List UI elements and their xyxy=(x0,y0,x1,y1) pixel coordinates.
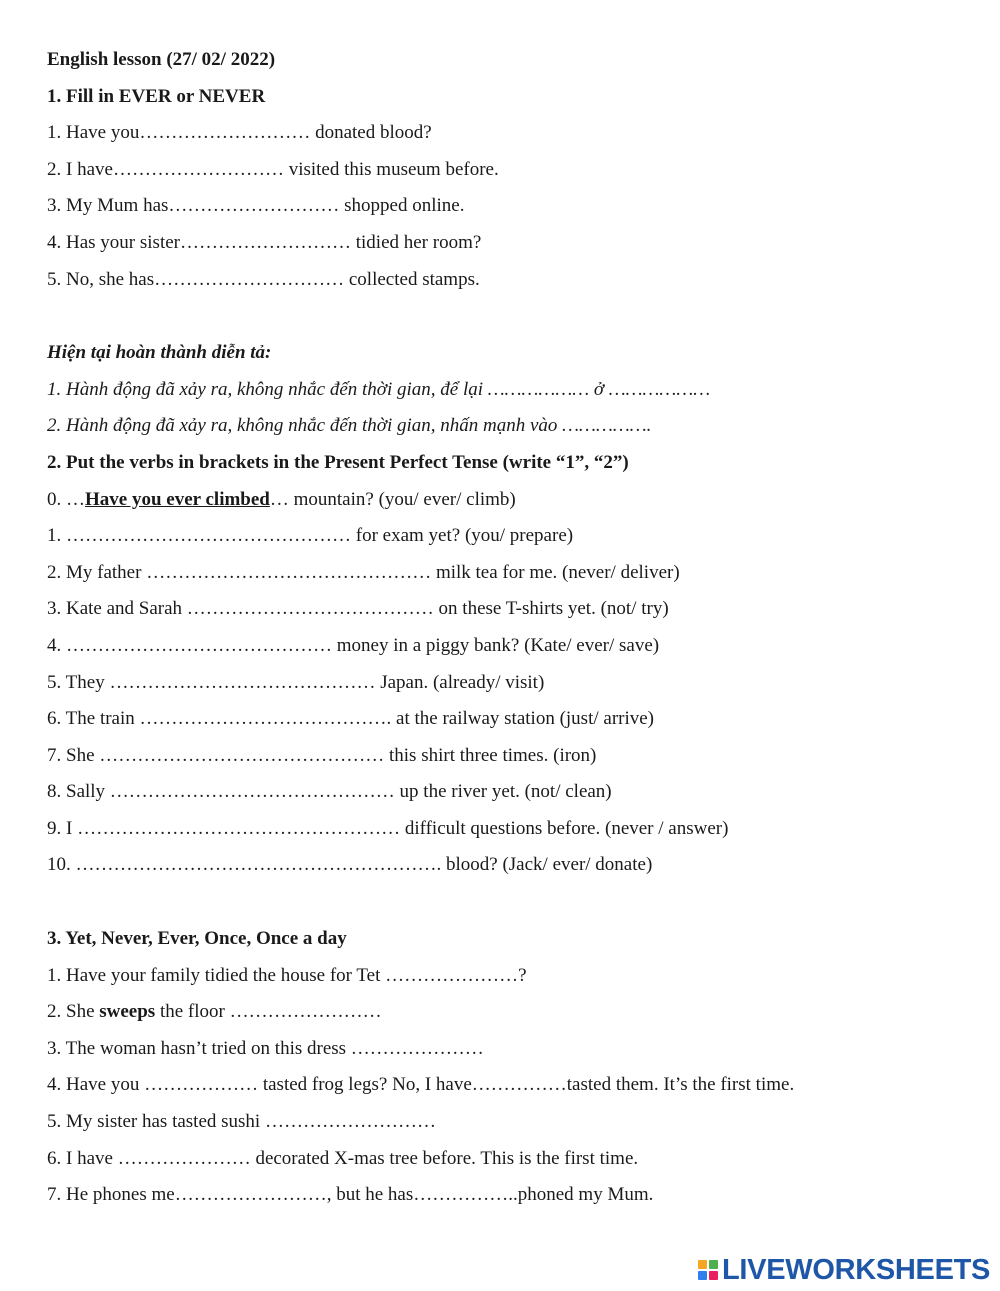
section3-heading: 3. Yet, Never, Ever, Once, Once a day xyxy=(47,928,347,950)
item-text: the floor …………………… xyxy=(155,1001,382,1023)
section2-item: 10. …………………………………………………. blood? (Jack/ ever/ donate) xyxy=(47,854,653,876)
section3-item: 6. I have ………………… decorated X-mas tree before. This is the first time. xyxy=(47,1147,639,1169)
section2-item: 2. My father ……………………………………… milk tea for me. (never/ deliver) xyxy=(47,561,680,583)
section2-item: 1. ……………………………………… for exam yet? (you/ prepare) xyxy=(47,525,574,547)
item-text: 2. She xyxy=(47,1001,100,1023)
logo-block xyxy=(698,1260,707,1269)
logo-block xyxy=(709,1271,718,1280)
item-bold-word: sweeps xyxy=(99,1001,156,1023)
example-answer: Have you ever climbed xyxy=(85,488,270,510)
section3-item: 4. Have you ……………… tasted frog legs? No, I have……………tasted them. It’s the first time. xyxy=(47,1074,795,1096)
section2-heading: 2. Put the verbs in brackets in the Present Perfect Tense (write “1”, “2”) xyxy=(47,451,629,473)
spacer xyxy=(47,302,977,339)
section1-item: 5. No, she has………………………… collected stamps. xyxy=(47,268,480,290)
grammar-note-item: 1. Hành động đã xảy ra, không nhắc đến thời gian, để lại ……………… ở ……………… xyxy=(47,378,711,400)
section3-item: 3. The woman hasn’t tried on this dress ………………… xyxy=(47,1037,484,1059)
section1-item: 1. Have you……………………… donated blood? xyxy=(47,122,432,144)
grammar-note-heading: Hiện tại hoàn thành diễn tả: xyxy=(47,342,272,364)
section3-item xyxy=(47,998,977,1035)
section1-item: 2. I have……………………… visited this museum before. xyxy=(47,158,499,180)
grammar-note-item: 2. Hành động đã xảy ra, không nhắc đến thời gian, nhấn mạnh vào ……………. xyxy=(47,415,652,437)
section2-item: 9. I …………………………………………… difficult questions before. (never / answer) xyxy=(47,817,729,839)
spacer xyxy=(47,888,977,925)
lesson-title: English lesson (27/ 02/ 2022) xyxy=(47,49,276,70)
section2-item: 4. …………………………………… money in a piggy bank? (Kate/ ever/ save) xyxy=(47,634,660,656)
example-prefix: 0. … xyxy=(47,488,85,510)
section2-item: 8. Sally ……………………………………… up the river yet. (not/ clean) xyxy=(47,781,612,803)
section1-item: 4. Has your sister……………………… tidied her room? xyxy=(47,231,482,253)
section3-item: 1. Have your family tidied the house for Tet …………………? xyxy=(47,964,527,986)
logo-block xyxy=(709,1260,718,1269)
example-suffix: … mountain? (you/ ever/ climb) xyxy=(269,488,516,510)
logo-blocks-icon xyxy=(698,1260,718,1280)
section2-item: 3. Kate and Sarah ………………………………… on these T-shirts yet. (not/ try) xyxy=(47,598,669,620)
logo-block xyxy=(698,1271,707,1280)
section1-item: 3. My Mum has……………………… shopped online. xyxy=(47,195,465,217)
section2-item: 7. She ……………………………………… this shirt three times. (iron) xyxy=(47,744,597,766)
section3-item: 5. My sister has tasted sushi ……………………… xyxy=(47,1111,436,1133)
section1-heading: 1. Fill in EVER or NEVER xyxy=(47,85,266,107)
worksheet xyxy=(47,46,977,1218)
section3-item: 7. He phones me……………………, but he has……………..phoned my Mum. xyxy=(47,1184,654,1206)
section2-item: 6. The train …………………………………. at the railway station (just/ arrive) xyxy=(47,708,655,730)
liveworksheets-logo[interactable] xyxy=(698,1252,990,1288)
logo-text: LIVEWORKSHEETS xyxy=(722,1253,991,1286)
section2-item: 5. They …………………………………… Japan. (already/ visit) xyxy=(47,671,545,693)
section2-example xyxy=(47,486,977,523)
